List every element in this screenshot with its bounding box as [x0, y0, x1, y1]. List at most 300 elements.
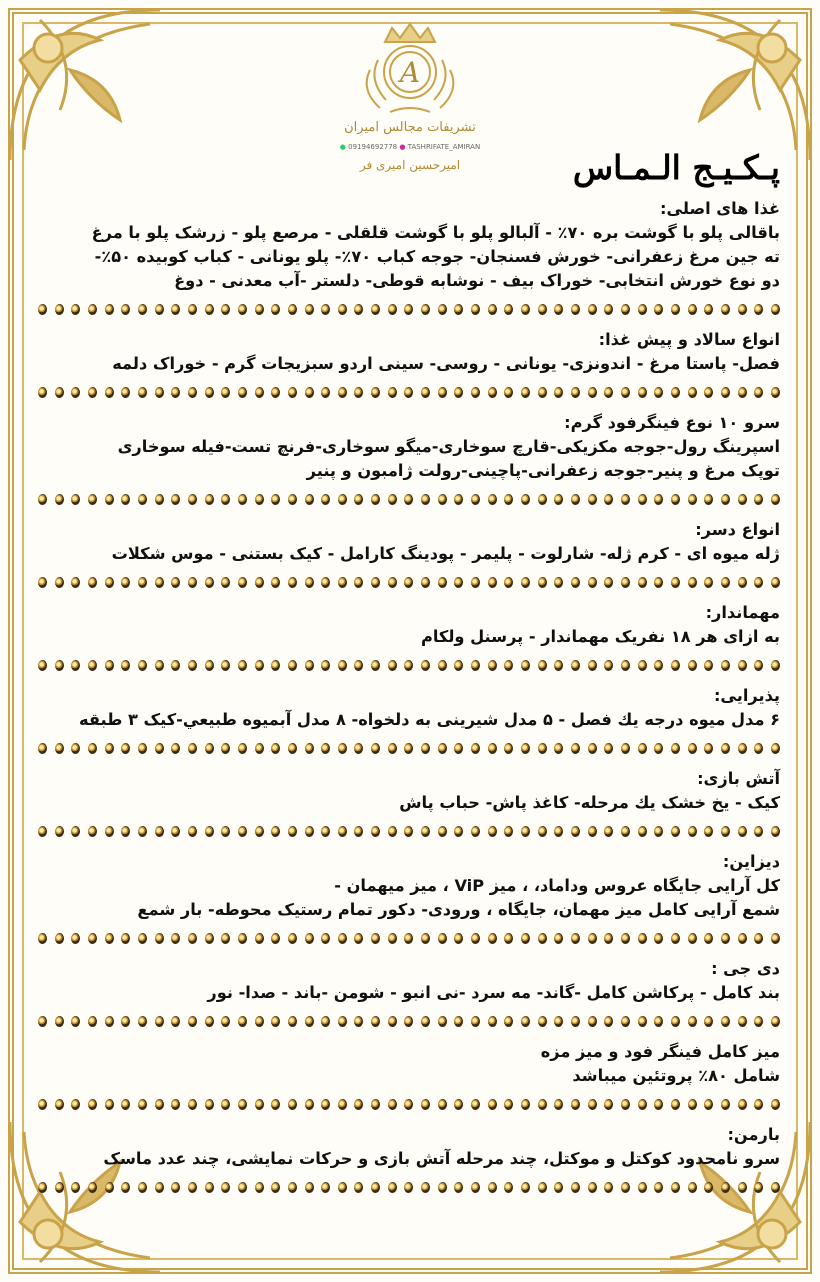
bead-divider — [38, 1009, 780, 1034]
gold-bead-icon — [754, 660, 763, 671]
gold-bead-icon — [538, 494, 547, 505]
gold-bead-icon — [138, 1099, 147, 1110]
gold-bead-icon — [188, 826, 197, 837]
gold-bead-icon — [671, 743, 680, 754]
gold-bead-icon — [305, 933, 314, 944]
gold-bead-icon — [71, 743, 80, 754]
gold-bead-icon — [604, 660, 613, 671]
section-heading: آتش بازی: — [697, 769, 780, 788]
gold-bead-icon — [538, 577, 547, 588]
section-heading: سرو ۱۰ نوع فینگرفود گرم: — [564, 413, 780, 432]
gold-bead-icon — [338, 660, 347, 671]
gold-bead-icon — [488, 494, 497, 505]
gold-bead-icon — [654, 494, 663, 505]
gold-bead-icon — [305, 826, 314, 837]
gold-bead-icon — [305, 304, 314, 315]
gold-bead-icon — [438, 1016, 447, 1027]
gold-bead-icon — [188, 660, 197, 671]
gold-bead-icon — [454, 933, 463, 944]
gold-bead-icon — [471, 1099, 480, 1110]
gold-bead-icon — [704, 387, 713, 398]
gold-bead-icon — [604, 577, 613, 588]
gold-bead-icon — [471, 387, 480, 398]
gold-bead-icon — [688, 1016, 697, 1027]
gold-bead-icon — [371, 660, 380, 671]
gold-bead-icon — [55, 1016, 64, 1027]
gold-bead-icon — [238, 826, 247, 837]
gold-bead-icon — [55, 660, 64, 671]
gold-bead-icon — [738, 387, 747, 398]
gold-bead-icon — [221, 660, 230, 671]
gold-bead-icon — [704, 660, 713, 671]
gold-bead-icon — [754, 304, 763, 315]
gold-bead-icon — [721, 577, 730, 588]
section-line: ۶ مدل میوه درجه یك فصل - ۵ مدل شیرینی به دلخواه- ۸ مدل آبمیوه طبیعي-کیک ۳ طبقه — [79, 710, 780, 729]
gold-bead-icon — [388, 494, 397, 505]
gold-bead-icon — [321, 304, 330, 315]
gold-bead-icon — [588, 1099, 597, 1110]
gold-bead-icon — [621, 933, 630, 944]
gold-bead-icon — [388, 1099, 397, 1110]
gold-bead-icon — [255, 304, 264, 315]
gold-bead-icon — [155, 387, 164, 398]
gold-bead-icon — [388, 577, 397, 588]
gold-bead-icon — [671, 660, 680, 671]
gold-bead-icon — [404, 1182, 413, 1193]
gold-bead-icon — [488, 826, 497, 837]
gold-bead-icon — [504, 387, 513, 398]
gold-bead-icon — [38, 1099, 47, 1110]
section-line: کل آرایی جایگاه عروس وداماد، ، میز ViP ، میز میهمان - — [334, 876, 780, 895]
gold-bead-icon — [238, 933, 247, 944]
menu-section — [38, 767, 780, 844]
bead-divider — [38, 487, 780, 512]
gold-bead-icon — [138, 1016, 147, 1027]
gold-bead-icon — [155, 494, 164, 505]
gold-bead-icon — [171, 494, 180, 505]
gold-bead-icon — [71, 660, 80, 671]
gold-bead-icon — [721, 743, 730, 754]
gold-bead-icon — [71, 304, 80, 315]
gold-bead-icon — [771, 1099, 780, 1110]
gold-bead-icon — [354, 494, 363, 505]
gold-bead-icon — [221, 933, 230, 944]
gold-bead-icon — [604, 826, 613, 837]
gold-bead-icon — [88, 387, 97, 398]
gold-bead-icon — [305, 387, 314, 398]
gold-bead-icon — [738, 577, 747, 588]
gold-bead-icon — [688, 826, 697, 837]
gold-bead-icon — [238, 577, 247, 588]
gold-bead-icon — [638, 826, 647, 837]
gold-bead-icon — [521, 1182, 530, 1193]
gold-bead-icon — [321, 577, 330, 588]
bead-divider — [38, 570, 780, 595]
section-heading: انواع دسر: — [695, 520, 780, 539]
gold-bead-icon — [454, 577, 463, 588]
menu-section — [38, 518, 780, 595]
menu-section — [38, 601, 780, 678]
gold-bead-icon — [38, 387, 47, 398]
gold-bead-icon — [404, 660, 413, 671]
gold-bead-icon — [621, 494, 630, 505]
gold-bead-icon — [571, 1016, 580, 1027]
gold-bead-icon — [188, 304, 197, 315]
gold-bead-icon — [238, 660, 247, 671]
gold-bead-icon — [255, 387, 264, 398]
menu-section — [38, 328, 780, 405]
gold-bead-icon — [738, 1182, 747, 1193]
gold-bead-icon — [38, 1182, 47, 1193]
gold-bead-icon — [504, 933, 513, 944]
gold-bead-icon — [554, 1099, 563, 1110]
gold-bead-icon — [671, 577, 680, 588]
gold-bead-icon — [238, 1016, 247, 1027]
gold-bead-icon — [105, 1016, 114, 1027]
gold-bead-icon — [188, 933, 197, 944]
gold-bead-icon — [671, 1099, 680, 1110]
gold-bead-icon — [271, 304, 280, 315]
gold-bead-icon — [454, 1016, 463, 1027]
gold-bead-icon — [571, 1182, 580, 1193]
gold-bead-icon — [671, 933, 680, 944]
gold-bead-icon — [504, 1099, 513, 1110]
gold-bead-icon — [721, 826, 730, 837]
section-line: سرو نامحدود کوکتل و موکتل، چند مرحله آتش بازی و حرکات نمایشی، چند عدد ماسک — [103, 1149, 780, 1168]
gold-bead-icon — [621, 1016, 630, 1027]
gold-bead-icon — [438, 387, 447, 398]
section-line: به ازای هر ۱۸ نفریک مهماندار - پرسنل ولکام — [420, 627, 780, 646]
gold-bead-icon — [571, 494, 580, 505]
gold-bead-icon — [404, 743, 413, 754]
gold-bead-icon — [438, 304, 447, 315]
bead-divider — [38, 1092, 780, 1117]
gold-bead-icon — [188, 1099, 197, 1110]
gold-bead-icon — [271, 1182, 280, 1193]
section-line: کیک - یخ خشک یك مرحله- کاغذ پاش- حباب پاش — [399, 793, 780, 812]
gold-bead-icon — [38, 933, 47, 944]
gold-bead-icon — [771, 387, 780, 398]
gold-bead-icon — [238, 1182, 247, 1193]
gold-bead-icon — [205, 577, 214, 588]
gold-bead-icon — [704, 577, 713, 588]
gold-bead-icon — [305, 1099, 314, 1110]
gold-bead-icon — [654, 1016, 663, 1027]
gold-bead-icon — [238, 387, 247, 398]
gold-bead-icon — [588, 387, 597, 398]
gold-bead-icon — [371, 826, 380, 837]
gold-bead-icon — [504, 494, 513, 505]
gold-bead-icon — [771, 660, 780, 671]
gold-bead-icon — [105, 743, 114, 754]
gold-bead-icon — [754, 494, 763, 505]
gold-bead-icon — [554, 387, 563, 398]
gold-bead-icon — [588, 577, 597, 588]
gold-bead-icon — [488, 387, 497, 398]
gold-bead-icon — [404, 577, 413, 588]
gold-bead-icon — [738, 304, 747, 315]
gold-bead-icon — [388, 826, 397, 837]
gold-bead-icon — [321, 1182, 330, 1193]
gold-bead-icon — [221, 1016, 230, 1027]
gold-bead-icon — [171, 826, 180, 837]
gold-bead-icon — [404, 826, 413, 837]
gold-bead-icon — [538, 1016, 547, 1027]
gold-bead-icon — [538, 660, 547, 671]
gold-bead-icon — [638, 1016, 647, 1027]
gold-bead-icon — [138, 387, 147, 398]
gold-bead-icon — [538, 1182, 547, 1193]
phone-number: 09194692778 — [348, 143, 398, 151]
bead-divider — [38, 736, 780, 761]
gold-bead-icon — [354, 826, 363, 837]
gold-bead-icon — [105, 1182, 114, 1193]
gold-bead-icon — [221, 494, 230, 505]
gold-bead-icon — [604, 1016, 613, 1027]
gold-bead-icon — [205, 1182, 214, 1193]
gold-bead-icon — [205, 743, 214, 754]
gold-bead-icon — [488, 1099, 497, 1110]
gold-bead-icon — [521, 1099, 530, 1110]
gold-bead-icon — [471, 933, 480, 944]
gold-bead-icon — [538, 743, 547, 754]
gold-bead-icon — [438, 743, 447, 754]
section-heading: مهماندار: — [705, 603, 780, 622]
gold-bead-icon — [238, 1099, 247, 1110]
gold-bead-icon — [121, 1099, 130, 1110]
section-line: شامل ۸۰٪ پروتئین میباشد — [572, 1066, 780, 1085]
gold-bead-icon — [171, 933, 180, 944]
gold-bead-icon — [371, 387, 380, 398]
bead-divider — [38, 653, 780, 678]
gold-bead-icon — [155, 743, 164, 754]
gold-bead-icon — [338, 1182, 347, 1193]
gold-bead-icon — [121, 1016, 130, 1027]
gold-bead-icon — [521, 494, 530, 505]
gold-bead-icon — [105, 933, 114, 944]
gold-bead-icon — [571, 660, 580, 671]
section-line: فصل- پاستا مرغ - اندونزی- یونانی - روسی- سینی اردو سبزیجات گرم - خوراک دلمه — [112, 354, 780, 373]
gold-bead-icon — [138, 933, 147, 944]
gold-bead-icon — [771, 1016, 780, 1027]
gold-bead-icon — [155, 577, 164, 588]
gold-bead-icon — [554, 494, 563, 505]
gold-bead-icon — [654, 577, 663, 588]
gold-bead-icon — [738, 826, 747, 837]
gold-bead-icon — [105, 304, 114, 315]
gold-bead-icon — [704, 1182, 713, 1193]
gold-bead-icon — [504, 826, 513, 837]
gold-bead-icon — [321, 387, 330, 398]
gold-bead-icon — [205, 826, 214, 837]
gold-bead-icon — [638, 387, 647, 398]
gold-bead-icon — [105, 387, 114, 398]
gold-bead-icon — [638, 494, 647, 505]
section-line: میز کامل فینگر فود و میز مزه — [540, 1042, 780, 1061]
gold-bead-icon — [688, 660, 697, 671]
gold-bead-icon — [271, 743, 280, 754]
gold-bead-icon — [421, 494, 430, 505]
gold-bead-icon — [121, 494, 130, 505]
gold-bead-icon — [638, 577, 647, 588]
gold-bead-icon — [704, 826, 713, 837]
gold-bead-icon — [138, 660, 147, 671]
gold-bead-icon — [121, 577, 130, 588]
gold-bead-icon — [454, 743, 463, 754]
gold-bead-icon — [554, 743, 563, 754]
gold-bead-icon — [305, 743, 314, 754]
gold-bead-icon — [388, 660, 397, 671]
gold-bead-icon — [155, 1016, 164, 1027]
gold-bead-icon — [71, 494, 80, 505]
gold-bead-icon — [488, 743, 497, 754]
gold-bead-icon — [255, 826, 264, 837]
gold-bead-icon — [238, 304, 247, 315]
gold-bead-icon — [521, 387, 530, 398]
gold-bead-icon — [255, 1099, 264, 1110]
gold-bead-icon — [288, 387, 297, 398]
gold-bead-icon — [155, 1099, 164, 1110]
gold-bead-icon — [71, 1182, 80, 1193]
gold-bead-icon — [138, 494, 147, 505]
gold-bead-icon — [188, 743, 197, 754]
gold-bead-icon — [388, 1182, 397, 1193]
gold-bead-icon — [371, 1099, 380, 1110]
gold-bead-icon — [354, 743, 363, 754]
gold-bead-icon — [205, 660, 214, 671]
brand-logo — [330, 20, 490, 185]
gold-bead-icon — [55, 1099, 64, 1110]
gold-bead-icon — [371, 494, 380, 505]
section-line: بند کامل - پرکاشن کامل -گاند- مه سرد -نی انبو - شومن -باند - صدا- نور — [207, 983, 780, 1002]
gold-bead-icon — [338, 1016, 347, 1027]
gold-bead-icon — [538, 826, 547, 837]
gold-bead-icon — [288, 826, 297, 837]
gold-bead-icon — [604, 743, 613, 754]
section-heading: دیزاین: — [722, 852, 780, 871]
gold-bead-icon — [238, 494, 247, 505]
gold-bead-icon — [71, 1016, 80, 1027]
gold-bead-icon — [521, 743, 530, 754]
menu-section — [38, 1040, 780, 1117]
gold-bead-icon — [255, 743, 264, 754]
gold-bead-icon — [305, 1016, 314, 1027]
gold-bead-icon — [454, 1099, 463, 1110]
gold-bead-icon — [421, 304, 430, 315]
gold-bead-icon — [738, 660, 747, 671]
section-heading: بارمن: — [727, 1125, 780, 1144]
gold-bead-icon — [188, 577, 197, 588]
gold-bead-icon — [504, 1016, 513, 1027]
gold-bead-icon — [688, 1182, 697, 1193]
gold-bead-icon — [205, 1016, 214, 1027]
gold-bead-icon — [205, 387, 214, 398]
gold-bead-icon — [438, 577, 447, 588]
gold-bead-icon — [604, 933, 613, 944]
gold-bead-icon — [205, 933, 214, 944]
gold-bead-icon — [288, 1016, 297, 1027]
gold-bead-icon — [504, 743, 513, 754]
gold-bead-icon — [105, 826, 114, 837]
gold-bead-icon — [205, 1099, 214, 1110]
gold-bead-icon — [638, 1182, 647, 1193]
gold-bead-icon — [404, 387, 413, 398]
gold-bead-icon — [688, 494, 697, 505]
gold-bead-icon — [438, 660, 447, 671]
gold-bead-icon — [738, 494, 747, 505]
gold-bead-icon — [71, 826, 80, 837]
gold-bead-icon — [488, 304, 497, 315]
menu-section — [38, 1123, 780, 1200]
gold-bead-icon — [521, 577, 530, 588]
gold-bead-icon — [488, 1182, 497, 1193]
gold-bead-icon — [654, 933, 663, 944]
whatsapp-icon: ● — [339, 143, 346, 151]
gold-bead-icon — [371, 577, 380, 588]
gold-bead-icon — [271, 933, 280, 944]
gold-bead-icon — [771, 304, 780, 315]
gold-bead-icon — [771, 743, 780, 754]
gold-bead-icon — [321, 494, 330, 505]
gold-bead-icon — [754, 1099, 763, 1110]
gold-bead-icon — [671, 387, 680, 398]
gold-bead-icon — [704, 494, 713, 505]
gold-bead-icon — [354, 1099, 363, 1110]
gold-bead-icon — [554, 577, 563, 588]
gold-bead-icon — [754, 743, 763, 754]
gold-bead-icon — [738, 1016, 747, 1027]
gold-bead-icon — [671, 1182, 680, 1193]
gold-bead-icon — [471, 494, 480, 505]
gold-bead-icon — [88, 577, 97, 588]
gold-bead-icon — [771, 577, 780, 588]
contact-line — [330, 143, 490, 151]
gold-bead-icon — [288, 743, 297, 754]
gold-bead-icon — [121, 933, 130, 944]
gold-bead-icon — [404, 494, 413, 505]
gold-bead-icon — [55, 577, 64, 588]
gold-bead-icon — [454, 1182, 463, 1193]
gold-bead-icon — [221, 826, 230, 837]
gold-bead-icon — [654, 826, 663, 837]
gold-bead-icon — [121, 826, 130, 837]
gold-bead-icon — [588, 933, 597, 944]
gold-bead-icon — [404, 1099, 413, 1110]
gold-bead-icon — [38, 1016, 47, 1027]
gold-bead-icon — [255, 577, 264, 588]
gold-bead-icon — [554, 1016, 563, 1027]
gold-bead-icon — [671, 826, 680, 837]
gold-bead-icon — [488, 1016, 497, 1027]
gold-bead-icon — [88, 1182, 97, 1193]
gold-bead-icon — [688, 933, 697, 944]
gold-bead-icon — [388, 1016, 397, 1027]
gold-bead-icon — [588, 826, 597, 837]
gold-bead-icon — [704, 743, 713, 754]
bead-divider — [38, 819, 780, 844]
gold-bead-icon — [404, 933, 413, 944]
gold-bead-icon — [471, 743, 480, 754]
gold-bead-icon — [121, 304, 130, 315]
gold-bead-icon — [338, 494, 347, 505]
gold-bead-icon — [271, 826, 280, 837]
crown-monogram-icon — [330, 20, 490, 120]
gold-bead-icon — [221, 577, 230, 588]
menu-section — [38, 411, 780, 512]
bead-divider — [38, 297, 780, 322]
gold-bead-icon — [38, 660, 47, 671]
gold-bead-icon — [721, 1182, 730, 1193]
